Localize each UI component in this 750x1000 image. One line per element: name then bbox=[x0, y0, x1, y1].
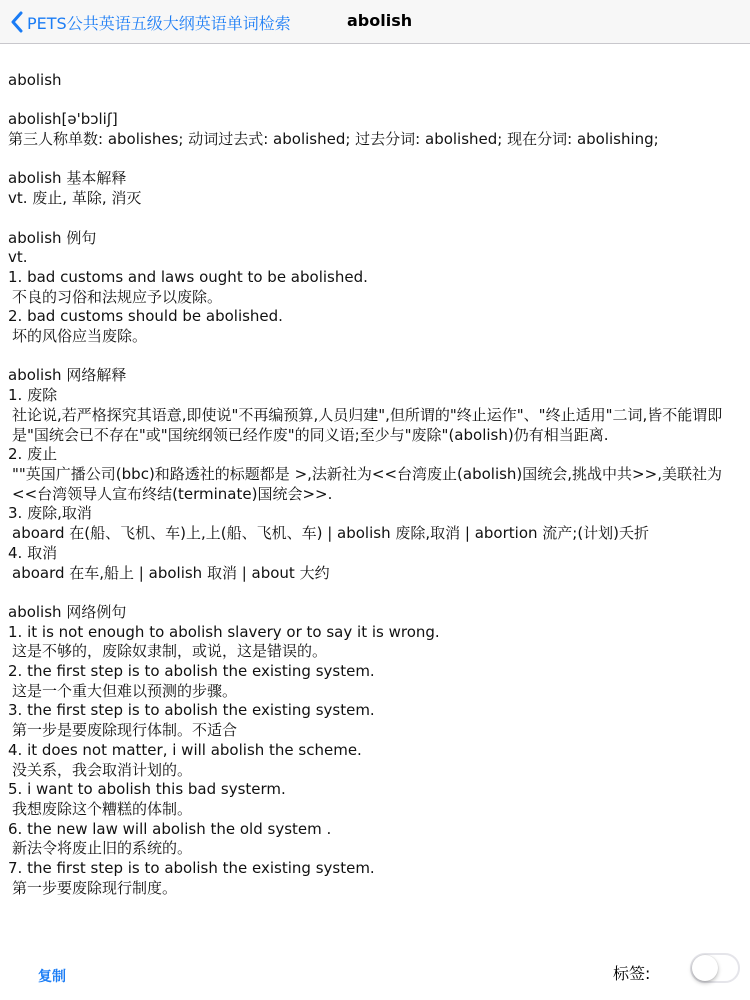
copy-button[interactable]: 复制 bbox=[38, 969, 66, 985]
back-button-label: PETS公共英语五级大纲英语单词检索 bbox=[27, 13, 291, 33]
chevron-left-icon bbox=[10, 11, 23, 33]
web-example-en: 3. the first step is to abolish the existing system. bbox=[8, 701, 375, 720]
examples-pos: vt. bbox=[8, 248, 28, 267]
web-examples-heading: abolish 网络例句 bbox=[8, 602, 127, 621]
web-meaning-title: 3. 废除,取消 bbox=[8, 504, 92, 523]
web-meaning-title: 4. 取消 bbox=[8, 543, 58, 562]
web-example-zh: 没关系，我会取消计划的。 bbox=[12, 760, 193, 779]
web-example-zh: 这是一个重大但难以预测的步骤。 bbox=[12, 681, 238, 700]
bottom-toolbar bbox=[0, 940, 750, 1000]
example-zh: 坏的风俗应当废除。 bbox=[12, 327, 148, 346]
entry-word: abolish bbox=[8, 71, 62, 89]
navigation-bar bbox=[0, 0, 750, 44]
web-example-zh: 新法令将废止旧的系统的。 bbox=[12, 839, 193, 858]
web-example-zh: 这是不够的，废除奴隶制，或说，这是错误的。 bbox=[12, 642, 328, 661]
web-example-zh: 我想废除这个糟糕的体制。 bbox=[12, 799, 193, 818]
tag-toggle-switch[interactable] bbox=[690, 953, 740, 983]
web-meaning-text: aboard 在(船、飞机、车)上,上(船、飞机、车) | abolish 废除,取消 | abortion 流产;(计划)夭折 bbox=[12, 524, 650, 543]
example-en: 1. bad customs and laws ought to be abolished. bbox=[8, 267, 368, 286]
web-meaning-title: 1. 废除 bbox=[8, 386, 58, 405]
dictionary-entry bbox=[8, 71, 743, 898]
web-example-en: 1. it is not enough to abolish slavery or to say it is wrong. bbox=[8, 622, 440, 641]
web-example-en: 6. the new law will abolish the old system . bbox=[8, 819, 332, 838]
web-meaning-text: aboard 在车,船上 | abolish 取消 | about 大约 bbox=[12, 563, 330, 582]
web-example-zh: 第一步要废除现行制度。 bbox=[12, 878, 178, 897]
web-example-zh: 第一步是要废除现行体制。不适合 bbox=[12, 721, 238, 740]
tag-label: 标签: bbox=[613, 964, 651, 983]
example-zh: 不良的习俗和法规应予以废除。 bbox=[12, 287, 223, 306]
web-example-en: 7. the first step is to abolish the existing system. bbox=[8, 859, 375, 878]
page-title: abolish bbox=[347, 11, 413, 30]
basic-definition: vt. 废止, 革除, 消灭 bbox=[8, 189, 142, 208]
web-example-en: 5. i want to abolish this bad systerm. bbox=[8, 780, 286, 799]
web-example-en: 4. it does not matter, i will abolish the scheme. bbox=[8, 740, 362, 759]
basic-definition-heading: abolish 基本解释 bbox=[8, 169, 127, 188]
entry-inflections: 第三人称单数: abolishes; 动词过去式: abolished; 过去分词: abolished; 现在分词: abolishing; bbox=[8, 130, 659, 149]
example-en: 2. bad customs should be abolished. bbox=[8, 307, 283, 326]
examples-heading: abolish 例句 bbox=[8, 228, 97, 247]
entry-phonetic: abolish[ə'bɔliʃ] bbox=[8, 110, 118, 129]
web-meaning-title: 2. 废止 bbox=[8, 445, 58, 464]
web-meanings-heading: abolish 网络解释 bbox=[8, 366, 127, 385]
toggle-knob[interactable] bbox=[692, 955, 718, 981]
web-example-en: 2. the first step is to abolish the existing system. bbox=[8, 662, 375, 681]
back-button[interactable] bbox=[10, 9, 291, 35]
web-meaning-text: ""英国广播公司(bbc)和路透社的标题都是 >,法新社为<<台湾废止(abolish)国统会,挑战中共>>,美联社为<<台湾领导人宣布终结(terminate)国统会>>. bbox=[12, 465, 722, 503]
web-meaning-text: 社论说,若严格探究其语意,即使说"不再编预算,人员归建",但所谓的"终止运作"、"终止适用"二词,皆不能谓即是"国统会已不存在"或"国统纲领已经作废"的同义语;至少与"废除"(abolish)仍有相当距离. bbox=[12, 405, 723, 444]
